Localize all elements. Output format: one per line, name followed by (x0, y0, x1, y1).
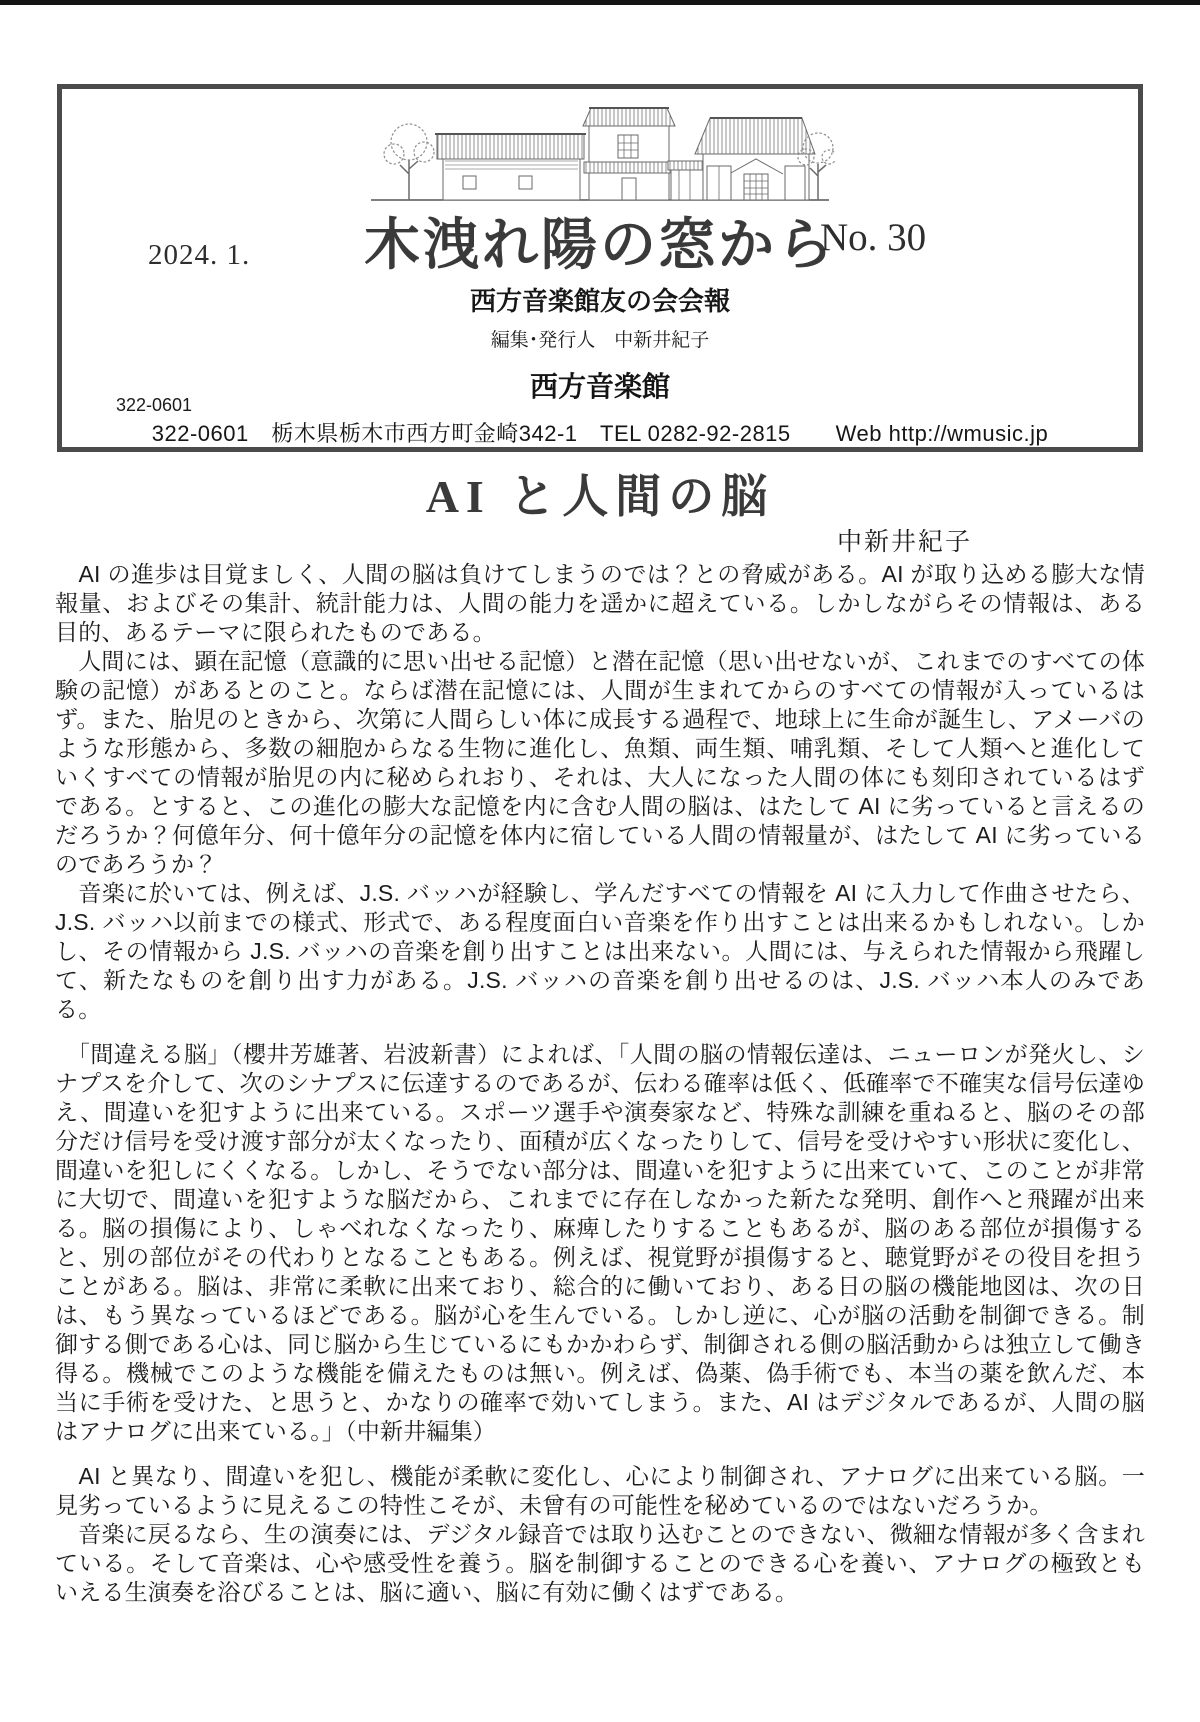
editor-publisher-line: 編集･発行人 中新井紀子 (490, 330, 710, 351)
newsletter-title: 木洩れ陽の窓から (364, 215, 836, 277)
issue-date: 2024. 1. (148, 239, 251, 271)
paragraph-mistaken-brain-quote: 「間違える脳」（櫻井芳雄著、岩波新書）によれば、「人間の脳の情報伝達は、ニューロンが発火し、シナプスを介して、次のシナプスに伝達するのであるが、伝わる確率は低く、低確率で不確実な信号伝達ゆえ、間違いを犯すように出来ている。スポーツ選手や演奏家など、特殊な訓練を重ねると、脳のその部分だけ信号を受け渡す部分が太くなったり、面積が広くなったりして、信号を受けやすい形状に変化し、間違いを犯しにくくなる。しかし、そうでない部分は、間違いを犯すように出来ていて、このことが非常に大切で、間違いを犯すような脳だから、これまでに存在しなかった新たな発明、創作へと飛躍が出来る。脳の損傷により、しゃべれなくなったり、麻痺したりすることもあるが、脳のある部位が損傷すると、別の部位がその代わりとなることもある。例えば、視覚野が損傷すると、聴覚野がその役目を担うことがある。脳は、非常に柔軟に出来ており、総合的に働いており、ある日の脳の機能地図は、次の日は、もう異なっているほどである。脳が心を生んでいる。しかし逆に、心が脳の活動を制御できる。制御する側である心は、同じ脳から生じているにもかかわらず、制御される側の脳活動からは独立して働き得る。機械でこのような機能を備えたものは無い。例えば、偽薬、偽手術でも、本当の薬を飲んだ、本当に手術を受けた、と思うと、かなりの確率で効いてしまう。また、AI はデジタルであるが、人間の脳はアナログに出来ている。」（中新井編集） (55, 1041, 1145, 1444)
organization-name: 西方音楽館 (529, 371, 670, 402)
top-rule (0, 0, 1200, 5)
address-contact-line: 322-0601 栃木県栃木市西方町金崎342-1 TEL 0282-92-2815 Web http://wmusic.jp (151, 421, 1049, 446)
article-body (55, 560, 1145, 1607)
paragraph-ai-progress: AI の進歩は目覚ましく、人間の脳は負けてしまうのでは？との脅威がある。AI が取り込める膨大な情報量、およびその集計、統計能力は、人間の能力を遥かに超えている。しかしながらその情報は、ある目的、あるテーマに限られたものである。 (55, 561, 1145, 645)
paragraph-analog-brain: AI と異なり、間違いを犯し、機能が柔軟に変化し、心により制御され、アナログに出来ている脳。一見劣っているように見えるこの特性こそが、未曾有の可能性を秘めているのではないだろうか。 (55, 1463, 1145, 1518)
postal-code: 322-0601 (116, 395, 193, 415)
music-hall-illustration (62, 96, 1138, 211)
issue-number: No. 30 (820, 216, 927, 259)
article-author: 中新井紀子 (836, 529, 972, 556)
masthead-box (57, 84, 1143, 452)
paragraph-live-music: 音楽に戻るなら、生の演奏には、デジタル録音では取り込むことのできない、微細な情報が多く含まれている。そして音楽は、心や感受性を養う。脳を制御することのできる心を養い、アナログの極致ともいえる生演奏を浴びることは、脳に適い、脳に有効に働くはずである。 (55, 1521, 1145, 1605)
paragraph-bach-music: 音楽に於いては、例えば、J.S. バッハが経験し、学んだすべての情報を AI に入力して作曲させたら、J.S. バッハ以前までの様式、形式で、ある程度面白い音楽を作り出すことは出来るかもしれない。しかし、その情報から J.S. バッハの音楽を創り出すことは出来ない。人間には、与えられた情報から飛躍して、新たなものを創り出す力がある。J.S. バッハの音楽を創り出せるのは、J.S. バッハ本人のみである。 (55, 880, 1145, 1022)
music-hall-sketch-icon (365, 96, 835, 206)
newsletter-subtitle: 西方音楽館友の会会報 (469, 286, 730, 316)
article-title: AI と人間の脳 (425, 471, 775, 522)
paragraph-human-memory: 人間には、顕在記憶（意識的に思い出せる記憶）と潜在記憶（思い出せないが、これまでのすべての体験の記憶）があるとのこと。ならば潜在記憶には、人間が生まれてからのすべての情報が入っているはず。また、胎児のときから、次第に人間らしい体に成長する過程で、地球上に生命が誕生し、アメーバのような形態から、多数の細胞からなる生物に進化し、魚類、両生類、哺乳類、そして人類へと進化していくすべての情報が胎児の内に秘められおり、それは、大人になった人間の体にも刻印されているはずである。とすると、この進化の膨大な記憶を内に含む人間の脳は、はたして AI に劣っていると言えるのだろうか？何億年分、何十億年分の記憶を体内に宿している人間の情報量が、はたして AI に劣っているのであろうか？ (55, 648, 1145, 877)
